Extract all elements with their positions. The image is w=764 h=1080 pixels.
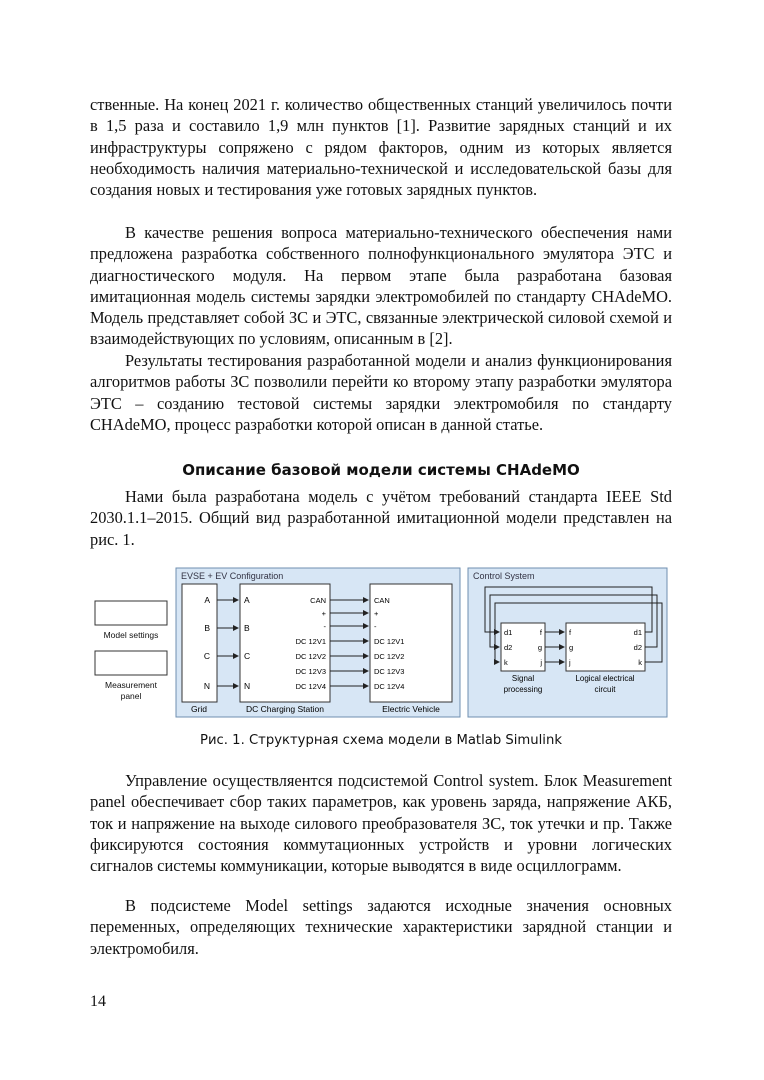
station-out-minus: - <box>323 622 326 631</box>
sp-in-d1: d1 <box>504 628 513 637</box>
control-panel-title: Control System <box>473 571 535 581</box>
grid-label: Grid <box>190 704 208 714</box>
lc-in-f: f <box>569 628 572 637</box>
grid-port-c: C <box>203 651 210 661</box>
grid-port-n: N <box>203 681 210 691</box>
ev-in-plus: + <box>374 609 379 618</box>
station-out-dc2: DC 12V2 <box>295 652 326 661</box>
grid-port-a: A <box>204 595 210 605</box>
measurement-panel-block <box>95 651 167 675</box>
ev-label: Electric Vehicle <box>382 704 440 714</box>
lc-label-2: circuit <box>594 685 616 694</box>
station-in-b: B <box>244 623 250 633</box>
ev-in-dc4: DC 12V4 <box>374 682 405 691</box>
ev-in-dc2: DC 12V2 <box>374 652 405 661</box>
station-out-dc3: DC 12V3 <box>295 667 326 676</box>
figure-caption: Рис. 1. Структурная схема модели в Matlab Simulink <box>200 733 562 748</box>
lc-out-d2: d2 <box>633 643 642 652</box>
section-heading: Описание базовой модели системы CHAdeMO <box>182 461 580 479</box>
paragraph-2: В качестве решения вопроса материально-технического обеспечения нами предложена разработка собственного полнофункционального эмулятора ЭТС и диагностического модуля. На первом этапе была разработана базовая имитационная модель системы зарядки электромобилей по стандарту CHAdeMO. Модель представляет собой ЗС и ЭТС, связанные электрической силовой схемой и взаимодействующих по условиям, описанным в [2]. <box>90 223 672 349</box>
lc-out-d1: d1 <box>633 628 642 637</box>
sp-out-f: f <box>539 628 542 637</box>
paragraph-1: ственные. На конец 2021 г. количество общественных станций увеличилось почти в 1,5 раза и составило 1,9 млн пунктов [1]. Развитие зарядных станций и их инфраструктуры сопряжено с рядом факторов, одним из которых является необходимость наличия материально-технической и исследовательской базы для создания новых и тестирования уже готовых зарядных пунктов. <box>90 95 672 200</box>
sp-in-k: k <box>504 658 508 667</box>
measurement-panel-label-1: Measurement <box>105 680 157 690</box>
station-in-c: C <box>244 651 251 661</box>
lc-out-k: k <box>638 658 642 667</box>
grid-port-b: B <box>204 623 210 633</box>
station-out-plus: + <box>321 609 326 618</box>
station-label: DC Charging Station <box>246 704 324 714</box>
lc-in-j: j <box>569 658 571 667</box>
ev-in-minus: - <box>374 622 377 631</box>
station-in-a: A <box>244 595 250 605</box>
lc-in-g: g <box>569 643 574 652</box>
grid-block <box>182 584 217 702</box>
page-number: 14 <box>90 993 106 1010</box>
station-out-dc4: DC 12V4 <box>295 682 326 691</box>
sp-label-1: Signal <box>511 674 535 683</box>
paragraph-3: Результаты тестирования разработанной модели и анализ функционирования алгоритмов работы ЗС позволили перейти ко второму этапу разработки эмулятора ЭТС – созданию тестовой системы зарядки электромобиля по стандарту CHAdeMO, процесс разработки которой описан в данной статье. <box>90 351 672 434</box>
ev-in-can: CAN <box>374 596 390 605</box>
simulink-diagram <box>90 565 672 720</box>
model-settings-block <box>95 601 167 625</box>
measurement-panel-label-2: panel <box>120 691 142 701</box>
evse-panel-title: EVSE + EV Configuration <box>181 571 284 581</box>
paragraph-6: В подсистеме Model settings задаются исходные значения основных переменных, определяющих технические характеристики зарядной станции и электромобиля. <box>90 896 672 958</box>
paragraph-5: Управление осуществляентся подсистемой Control system. Блок Measurement panel обеспечивает сбор таких параметров, как уровень заряда, напряжение АКБ, ток и напряжение на выходе силового преобразователя ЗС, ток утечки и пр. Также фиксируются состояния коммутационных устройств и уровни логических сигналов системы коммуникации, которые выводятся в виде осциллограмм. <box>90 771 672 876</box>
lc-label-1: Logical electrical <box>575 674 635 683</box>
model-settings-label: Model settings <box>103 630 159 640</box>
ev-in-dc1: DC 12V1 <box>374 637 405 646</box>
sp-out-g: g <box>537 643 542 652</box>
ev-in-dc3: DC 12V3 <box>374 667 405 676</box>
sp-in-d2: d2 <box>504 643 513 652</box>
sp-label-2: processing <box>503 685 543 694</box>
station-in-n: N <box>244 681 251 691</box>
station-out-can: CAN <box>310 596 326 605</box>
station-out-dc1: DC 12V1 <box>295 637 326 646</box>
paragraph-4: Нами была разработана модель с учётом требований стандарта IEEE Std 2030.1.1–2015. Общий вид разработанной имитационной модели представлен на рис. 1. <box>90 487 672 549</box>
sp-out-j: j <box>540 658 542 667</box>
